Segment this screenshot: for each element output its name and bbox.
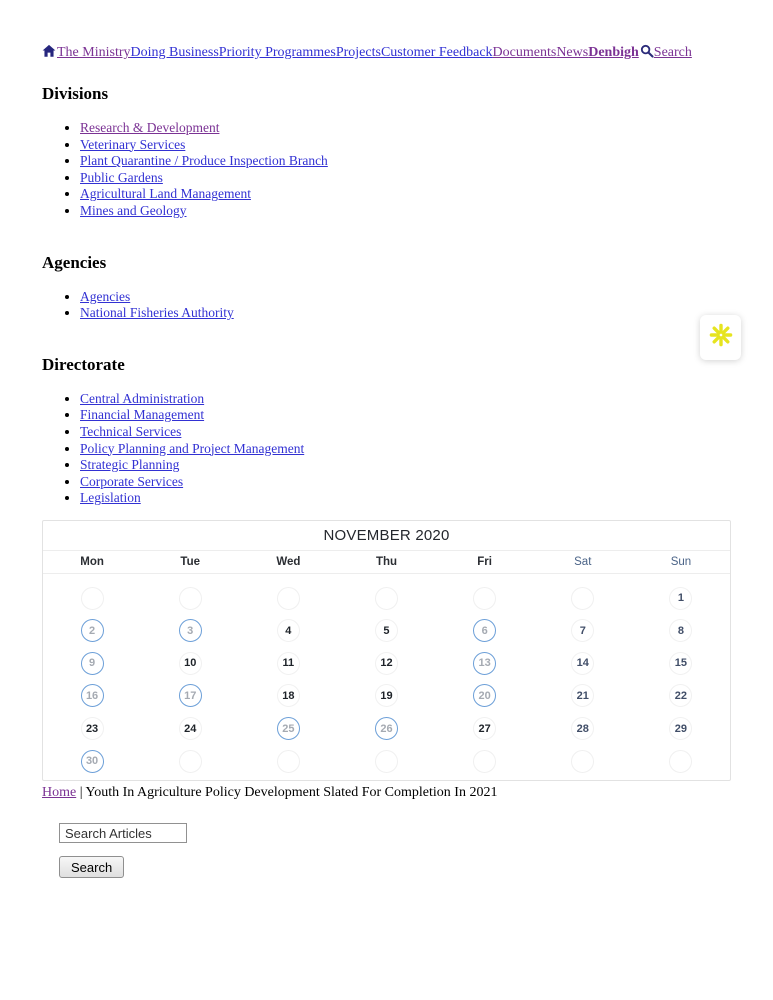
calendar-date-11[interactable]: 11 <box>277 652 300 675</box>
nav-links <box>57 45 639 60</box>
calendar-day-headers <box>43 551 730 574</box>
calendar-date-4[interactable]: 4 <box>277 619 300 642</box>
calendar-date-21[interactable]: 21 <box>571 684 594 707</box>
section-link-research-development[interactable]: Research & Development <box>80 120 220 135</box>
article-title: Youth In Agriculture Policy Development Slated For Completion In 2021 <box>85 785 498 801</box>
section-link-agricultural-land-management[interactable]: Agricultural Land Management <box>80 186 251 202</box>
section-link-mines-and-geology[interactable]: Mines and Geology <box>80 202 187 218</box>
list-item <box>80 153 731 170</box>
calendar-date-23[interactable]: 23 <box>81 717 104 740</box>
list-item <box>80 441 731 458</box>
calendar-week-row <box>43 745 730 778</box>
calendar-date-20[interactable]: 20 <box>473 684 496 707</box>
calendar-empty-cell <box>375 587 398 610</box>
list-item <box>80 305 731 322</box>
day-header-tue: Tue <box>180 555 200 568</box>
section-agencies <box>42 254 731 322</box>
calendar-month-title: NOVEMBER 2020 <box>43 521 730 551</box>
yellow-asterisk-icon <box>708 322 734 353</box>
calendar-empty-cell <box>473 750 496 773</box>
search-button[interactable]: Search <box>59 856 124 878</box>
section-link-veterinary-services[interactable]: Veterinary Services <box>80 136 186 152</box>
calendar-empty-cell <box>571 587 594 610</box>
section-link-plant-quarantine-produce-inspection-branch[interactable]: Plant Quarantine / Produce Inspection Branch <box>80 153 328 169</box>
nav-link-documents[interactable]: Documents <box>492 45 557 60</box>
section-title-agencies: Agencies <box>42 252 107 272</box>
day-header-sat: Sat <box>574 555 592 568</box>
calendar-date-27[interactable]: 27 <box>473 717 496 740</box>
calendar-date-8[interactable]: 8 <box>669 619 692 642</box>
list-item <box>80 391 731 408</box>
calendar-empty-cell <box>277 587 300 610</box>
calendar-date-13[interactable]: 13 <box>473 652 496 675</box>
calendar-date-10[interactable]: 10 <box>179 652 202 675</box>
calendar-date-7[interactable]: 7 <box>571 619 594 642</box>
calendar-date-14[interactable]: 14 <box>571 652 594 675</box>
calendar-date-28[interactable]: 28 <box>571 717 594 740</box>
calendar-date-5[interactable]: 5 <box>375 619 398 642</box>
calendar-date-17[interactable]: 17 <box>179 684 202 707</box>
calendar-date-9[interactable]: 9 <box>81 652 104 675</box>
calendar-date-22[interactable]: 22 <box>669 684 692 707</box>
calendar-date-3[interactable]: 3 <box>179 619 202 642</box>
nav-link-projects[interactable]: Projects <box>335 45 381 60</box>
calendar-empty-cell <box>179 750 202 773</box>
list-item <box>80 289 731 306</box>
list-item <box>80 137 731 154</box>
nav-search-link[interactable]: Search <box>653 45 692 60</box>
section-link-technical-services[interactable]: Technical Services <box>80 423 182 439</box>
calendar-empty-cell <box>179 587 202 610</box>
calendar-grid <box>43 574 730 781</box>
breadcrumb-separator: | <box>76 785 86 801</box>
calendar-empty-cell <box>81 587 104 610</box>
calendar-empty-cell <box>669 750 692 773</box>
section-link-financial-management[interactable]: Financial Management <box>80 407 205 423</box>
section-link-central-administration[interactable]: Central Administration <box>80 390 205 406</box>
directorate-list <box>42 391 731 507</box>
list-item <box>80 170 731 187</box>
calendar-date-6[interactable]: 6 <box>473 619 496 642</box>
calendar-date-25[interactable]: 25 <box>277 717 300 740</box>
breadcrumb-home-link[interactable]: Home <box>42 785 77 801</box>
top-navigation <box>42 0 731 62</box>
calendar-date-18[interactable]: 18 <box>277 684 300 707</box>
section-link-corporate-services[interactable]: Corporate Services <box>80 473 184 489</box>
magnifier-icon[interactable] <box>640 44 654 62</box>
calendar-week-row <box>43 712 730 745</box>
section-link-agencies[interactable]: Agencies <box>80 288 131 304</box>
calendar-week-row <box>43 615 730 648</box>
nav-link-the-ministry[interactable]: The Ministry <box>57 45 131 60</box>
list-item <box>80 407 731 424</box>
calendar-date-12[interactable]: 12 <box>375 652 398 675</box>
section-link-public-gardens[interactable]: Public Gardens <box>80 169 163 185</box>
calendar-empty-cell <box>473 587 496 610</box>
agencies-list <box>42 289 731 322</box>
nav-link-priority-programmes[interactable]: Priority Programmes <box>218 45 336 60</box>
section-title-directorate: Directorate <box>42 354 125 374</box>
nav-link-news[interactable]: News <box>556 45 589 60</box>
divisions-list <box>42 120 731 220</box>
day-header-mon: Mon <box>80 555 104 568</box>
search-articles-input[interactable] <box>59 823 187 843</box>
calendar-week-row <box>43 680 730 713</box>
list-item <box>80 457 731 474</box>
calendar-empty-cell <box>571 750 594 773</box>
section-directorate <box>42 356 731 507</box>
day-header-fri: Fri <box>477 555 492 568</box>
calendar-week-row <box>43 582 730 615</box>
home-icon[interactable] <box>42 44 56 62</box>
list-item <box>80 424 731 441</box>
list-item <box>80 120 731 137</box>
section-link-legislation[interactable]: Legislation <box>80 490 141 506</box>
section-divisions <box>42 85 731 220</box>
calendar-date-24[interactable]: 24 <box>179 717 202 740</box>
day-header-wed: Wed <box>276 555 301 568</box>
list-item <box>80 474 731 491</box>
calendar-date-16[interactable]: 16 <box>81 684 104 707</box>
calendar-date-29[interactable]: 29 <box>669 717 692 740</box>
calendar-date-2[interactable]: 2 <box>81 619 104 642</box>
calendar-empty-cell <box>375 750 398 773</box>
list-item <box>80 490 731 507</box>
calendar-date-19[interactable]: 19 <box>375 684 398 707</box>
calendar-empty-cell <box>277 750 300 773</box>
section-link-national-fisheries-authority[interactable]: National Fisheries Authority <box>80 305 234 321</box>
calendar-week-row <box>43 647 730 680</box>
section-link-policy-planning-and-project-management[interactable]: Policy Planning and Project Management <box>80 440 305 456</box>
calendar-date-15[interactable]: 15 <box>669 652 692 675</box>
section-link-strategic-planning[interactable]: Strategic Planning <box>80 457 180 473</box>
events-calendar <box>42 520 731 782</box>
nav-link-doing-business[interactable]: Doing Business <box>130 45 219 60</box>
article-search-form <box>59 823 731 878</box>
breadcrumb <box>42 785 731 801</box>
list-item <box>80 186 731 203</box>
nav-link-customer-feedback[interactable]: Customer Feedback <box>380 45 493 60</box>
calendar-date-30[interactable]: 30 <box>81 750 104 773</box>
calendar-date-1[interactable]: 1 <box>669 587 692 610</box>
day-header-thu: Thu <box>375 555 398 568</box>
section-title-divisions: Divisions <box>42 84 109 103</box>
list-item <box>80 203 731 220</box>
calendar-date-26[interactable]: 26 <box>375 717 398 740</box>
nav-link-denbigh[interactable]: Denbigh <box>588 45 639 60</box>
accessibility-widget-button[interactable] <box>700 315 741 360</box>
day-header-sun: Sun <box>670 555 692 568</box>
